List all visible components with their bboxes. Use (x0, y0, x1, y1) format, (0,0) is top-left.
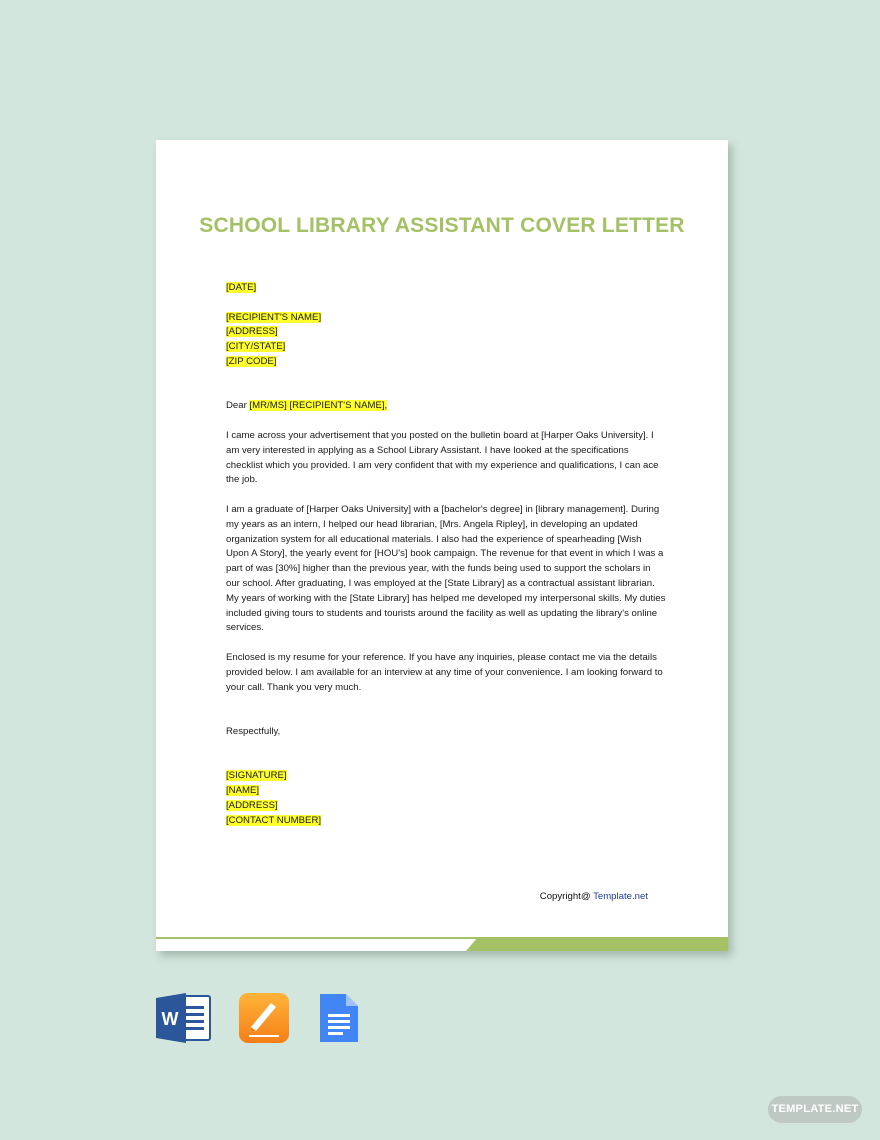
paragraph-experience: I am a graduate of [Harper Oaks University] with a [bachelor's degree] in [library management]. During my years as an intern, I helped our head librarian, [Mrs. Angela Ripley], in developing an updated organization system for all educational materials. I also had the experience of spearheading [Wish Upon A Story], the yearly event for [HOU's] book campaign. The revenue for that event in which I was a part of was [30%] higher than the previous year, with the funds being used to support the scholars in our school. After graduating, I was employed at the [State Library] as a contractual assistant librarian. My years of working with the [State Library] has helped me developed my interpersonal skills. My duties included giving tours to students and tourists around the facility as well as updating the library's online services. (226, 503, 666, 634)
document-page (156, 140, 728, 951)
date-placeholder: [DATE] (226, 282, 257, 293)
salutation (226, 399, 666, 414)
paragraph-closing: Enclosed is my resume for your reference. If you have any inquiries, please contact me via the details provided below. I am available for an interview at any time of your convenience. I am looking forward to your call. Thank you very much. (226, 651, 663, 693)
pages-icon[interactable] (238, 992, 290, 1044)
recipient-city-placeholder: [CITY/STATE] (226, 341, 286, 353)
salutation-prefix: Dear (226, 400, 250, 412)
closing-line: Respectfully, (226, 725, 281, 737)
contact-number-placeholder: [CONTACT NUMBER] (226, 814, 322, 826)
recipient-zip-placeholder: [ZIP CODE] (226, 355, 277, 367)
word-icon[interactable] (156, 992, 212, 1044)
paragraph-intro: I came across your advertisement that you posted on the bulletin board at [Harper Oaks University]. I am very interested in applying as a School Library Assistant. I have looked at the specifications checklist which you provided. I am very confident that with my experience and qualifications, I can ace the job. (226, 429, 659, 486)
salutation-placeholder: [MR/MS] [RECIPIENT'S NAME], (249, 400, 388, 412)
recipient-address-placeholder: [ADDRESS] (226, 326, 278, 338)
google-docs-icon[interactable] (318, 992, 360, 1044)
letter-body (226, 281, 666, 828)
address-placeholder: [ADDRESS] (226, 799, 278, 811)
signature-placeholder: [SIGNATURE] (226, 770, 287, 782)
document-title: SCHOOL LIBRARY ASSISTANT COVER LETTER (199, 214, 685, 237)
name-placeholder: [NAME] (226, 785, 260, 797)
copyright-link[interactable]: Template.net (593, 891, 648, 902)
svg-text:W: W (161, 1009, 179, 1029)
copyright-line (540, 891, 648, 902)
recipient-name-placeholder: [RECIPIENT'S NAME] (226, 311, 322, 323)
footer-bar (156, 937, 728, 951)
copyright-prefix: Copyright@ (539, 891, 594, 902)
watermark-badge: TEMPLATE.NET (768, 1096, 862, 1123)
